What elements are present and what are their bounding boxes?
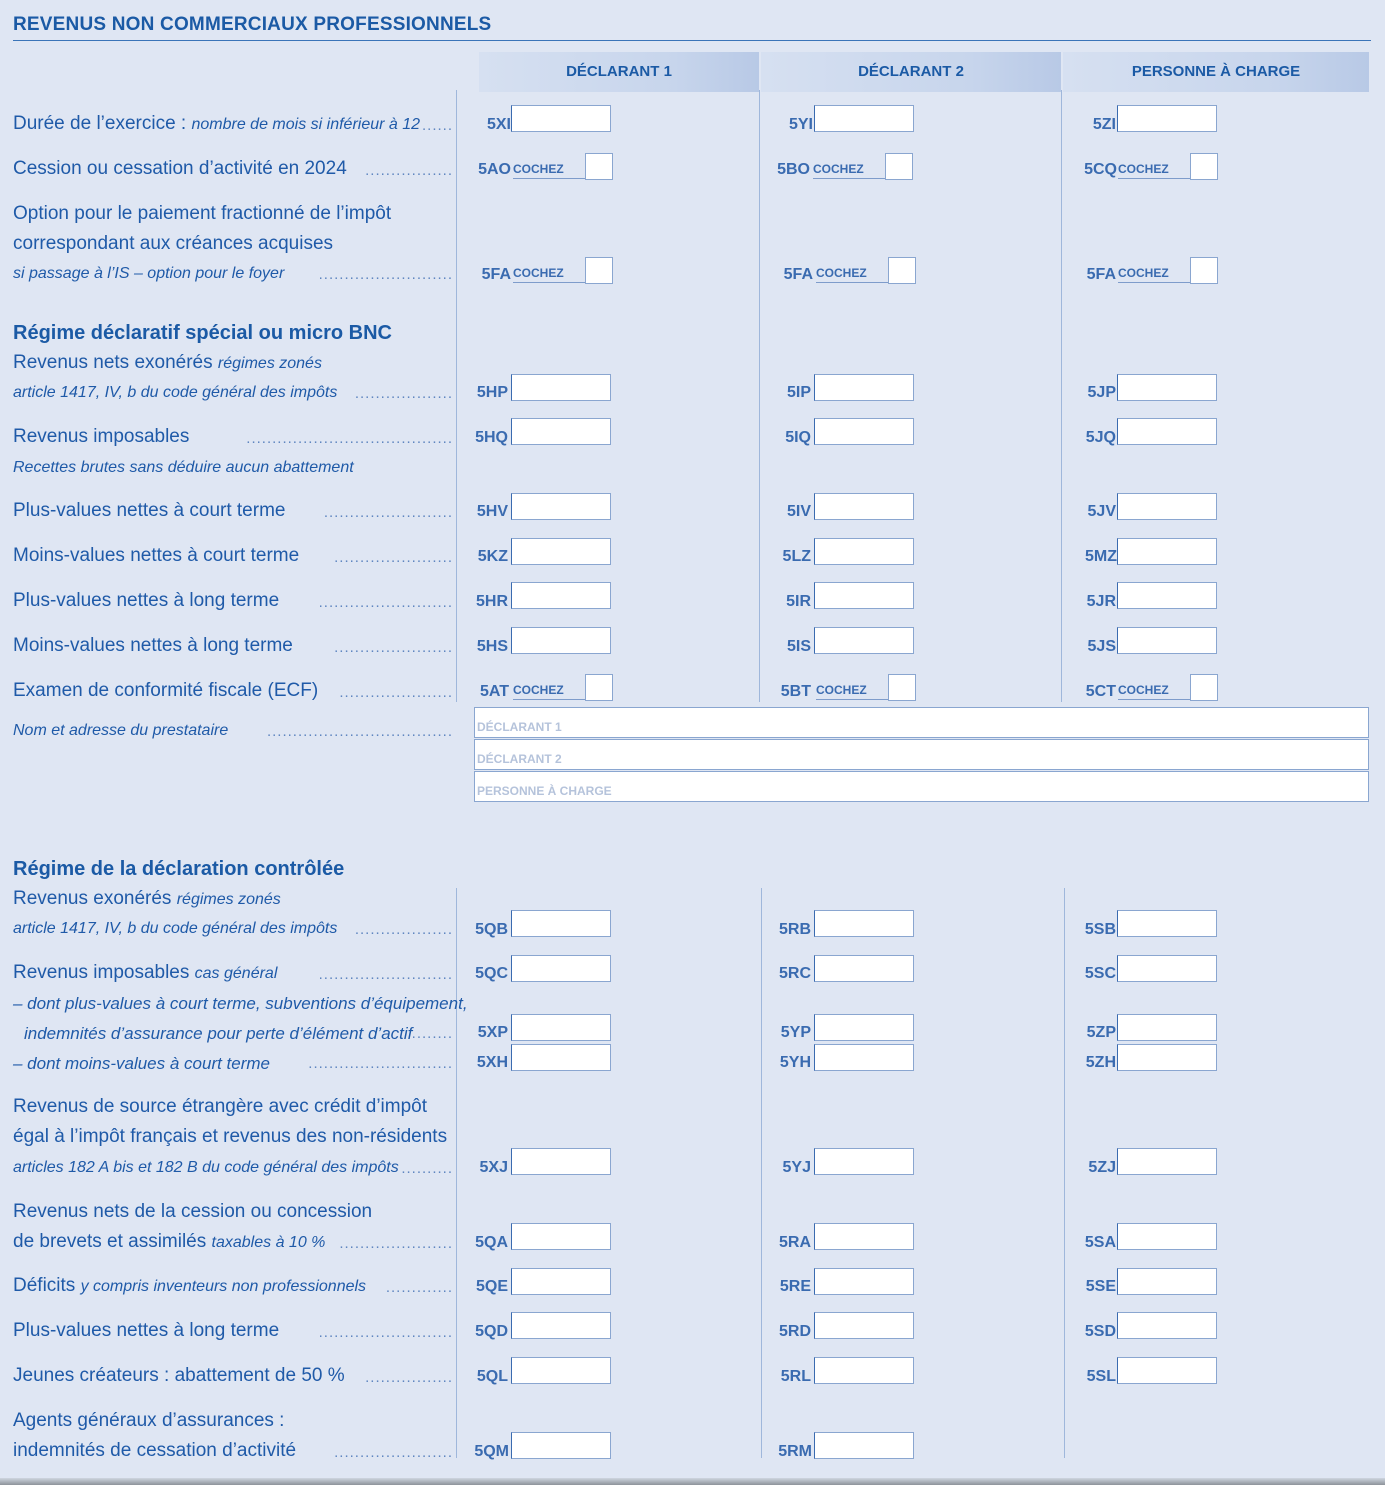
- row-sub-etranger: articles 182 A bis et 182 B du code général des impôts: [13, 1159, 399, 1176]
- row-label-pv-long-terme-2: Plus-values nettes à long terme: [13, 1320, 280, 1341]
- leader-dots: .......................: [334, 549, 453, 566]
- checkbox-5bo[interactable]: [885, 153, 913, 180]
- leader-dots: ..........................: [318, 1324, 453, 1341]
- input-5ql[interactable]: [511, 1357, 611, 1384]
- checkbox-5fa-1[interactable]: [585, 257, 613, 284]
- leader-dots: ..........................: [318, 594, 453, 611]
- field-code: 5IP: [786, 384, 811, 401]
- input-5sa[interactable]: [1117, 1223, 1217, 1250]
- input-5xj[interactable]: [511, 1148, 611, 1175]
- input-5kz[interactable]: [511, 538, 611, 565]
- input-5zp[interactable]: [1117, 1014, 1217, 1041]
- field-code: 5ZI: [1092, 116, 1116, 133]
- section-heading-declaration-controlee: Régime de la déclaration contrôlée: [13, 858, 345, 880]
- input-5rb[interactable]: [814, 910, 914, 937]
- input-5jp[interactable]: [1117, 374, 1217, 401]
- field-code: 5QA: [475, 1234, 508, 1251]
- field-code: 5QL: [476, 1368, 508, 1385]
- input-5zj[interactable]: [1117, 1148, 1217, 1175]
- leader-dots: .......................: [334, 639, 453, 656]
- row-label-agents-line2: indemnités de cessation d’activité: [13, 1440, 297, 1461]
- input-5hr[interactable]: [511, 582, 611, 609]
- field-code: 5SC: [1084, 965, 1116, 982]
- cochez-label: COCHEZ: [513, 266, 585, 283]
- field-code: 5SB: [1084, 921, 1116, 938]
- row-label-pv-long-terme: Plus-values nettes à long terme: [13, 590, 280, 611]
- field-code: 5ZP: [1086, 1024, 1116, 1041]
- field-code: 5JV: [1087, 503, 1116, 520]
- input-5rc[interactable]: [814, 955, 914, 982]
- field-code: 5HR: [475, 593, 508, 610]
- row-label-prestataire: Nom et adresse du prestataire: [13, 722, 229, 739]
- field-code: 5YI: [788, 116, 813, 133]
- leader-dots: .............: [385, 1279, 453, 1296]
- input-5hp[interactable]: [511, 374, 611, 401]
- leader-dots: ..........................: [318, 266, 453, 283]
- row-label-dont-pv-line1: – dont plus-values à court terme, subventions d’équipement,: [13, 994, 468, 1013]
- field-code: 5QB: [475, 921, 508, 938]
- leader-dots: ...................: [354, 921, 453, 938]
- column-header-declarant-1: DÉCLARANT 1: [479, 52, 759, 92]
- field-code: 5IS: [786, 638, 811, 655]
- field-code: 5HV: [476, 503, 508, 520]
- field-code: 5SE: [1085, 1278, 1116, 1295]
- input-5qc[interactable]: [511, 955, 611, 982]
- checkbox-5ct[interactable]: [1190, 674, 1218, 701]
- field-code: 5YP: [780, 1024, 811, 1041]
- leader-dots: .................: [365, 162, 453, 179]
- row-label-deficits: Déficits y compris inventeurs non professionnels: [13, 1275, 367, 1296]
- leader-dots: ......................: [339, 1235, 453, 1252]
- field-code: 5JP: [1087, 384, 1116, 401]
- input-5qb[interactable]: [511, 910, 611, 937]
- row-label-etranger-line1: Revenus de source étrangère avec crédit d’impôt: [13, 1096, 428, 1117]
- input-5ra[interactable]: [814, 1223, 914, 1250]
- cochez-label: COCHEZ: [513, 683, 585, 700]
- field-code: 5XH: [476, 1054, 508, 1071]
- field-code: 5BO: [777, 161, 810, 178]
- cochez-label: COCHEZ: [816, 266, 888, 283]
- leader-dots: ..........................: [318, 966, 453, 983]
- input-5se[interactable]: [1117, 1268, 1217, 1295]
- field-code: 5ZJ: [1088, 1159, 1116, 1176]
- cochez-label: COCHEZ: [1118, 266, 1190, 283]
- input-5qa[interactable]: [511, 1223, 611, 1250]
- field-code: 5JQ: [1085, 429, 1116, 446]
- row-label-dont-pv-line2: indemnités d’assurance pour perte d’élément d’actif: [24, 1024, 413, 1043]
- row-label-etranger-line2: égal à l’impôt français et revenus des non-résidents: [13, 1126, 448, 1147]
- input-5rl[interactable]: [814, 1357, 914, 1384]
- prestataire-field-personne-a-charge[interactable]: PERSONNE À CHARGE: [474, 771, 1369, 802]
- leader-dots: ......................: [339, 684, 453, 701]
- column-divider: [1064, 888, 1065, 1458]
- leader-dots: .......................: [334, 1444, 453, 1461]
- checkbox-5fa-2[interactable]: [888, 257, 916, 284]
- field-code: 5AO: [478, 161, 511, 178]
- cochez-label: COCHEZ: [513, 162, 585, 179]
- column-header-declarant-2: DÉCLARANT 2: [761, 52, 1061, 92]
- input-5yh[interactable]: [814, 1044, 914, 1071]
- section-title: REVENUS NON COMMERCIAUX PROFESSIONNELS: [13, 14, 492, 35]
- field-code: 5SA: [1084, 1234, 1116, 1251]
- field-code: 5CQ: [1084, 161, 1117, 178]
- input-5hv[interactable]: [511, 493, 611, 520]
- input-5zi[interactable]: [1117, 105, 1217, 132]
- checkbox-5cq[interactable]: [1190, 153, 1218, 180]
- input-5jq[interactable]: [1117, 418, 1217, 445]
- input-5is[interactable]: [814, 627, 914, 654]
- row-label-imposables-2: Revenus imposables cas général: [13, 962, 278, 983]
- input-5re[interactable]: [814, 1268, 914, 1295]
- row-label-brevets-line2: de brevets et assimilés taxables à 10 %: [13, 1231, 326, 1252]
- input-5ir[interactable]: [814, 582, 914, 609]
- input-5rm[interactable]: [814, 1432, 914, 1459]
- row-label-mv-long-terme: Moins-values nettes à long terme: [13, 635, 293, 656]
- row-sub-option: si passage à l’IS – option pour le foyer: [13, 265, 285, 282]
- column-divider: [456, 888, 457, 1458]
- field-code: 5IQ: [785, 429, 811, 446]
- row-label-mv-court-terme: Moins-values nettes à court terme: [13, 545, 300, 566]
- input-5jv[interactable]: [1117, 493, 1217, 520]
- leader-dots: ............................: [308, 1055, 453, 1072]
- field-code: 5FA: [783, 266, 813, 283]
- row-label-imposables-1: Revenus imposables: [13, 426, 190, 447]
- input-5zh[interactable]: [1117, 1044, 1217, 1071]
- column-divider: [1061, 90, 1062, 702]
- row-sub-exoneres-1: article 1417, IV, b du code général des impôts: [13, 384, 338, 401]
- title-rule: [13, 40, 1371, 41]
- page-bottom-edge: [0, 1478, 1385, 1485]
- leader-dots: ....................................: [266, 723, 453, 740]
- input-5yp[interactable]: [814, 1014, 914, 1041]
- input-5yi[interactable]: [814, 105, 914, 132]
- cochez-label: COCHEZ: [813, 162, 885, 179]
- prestataire-field-declarant-1[interactable]: DÉCLARANT 1: [474, 707, 1369, 738]
- leader-dots: ........................................: [246, 430, 453, 447]
- input-5rd[interactable]: [814, 1312, 914, 1339]
- field-code: 5IR: [786, 593, 811, 610]
- row-label-cession: Cession ou cessation d’activité en 2024: [13, 158, 347, 179]
- input-5xh[interactable]: [511, 1044, 611, 1071]
- row-label-option-line1: Option pour le paiement fractionné de l’impôt: [13, 203, 392, 224]
- tax-form-page: [5, 0, 1378, 1485]
- field-code: 5SL: [1086, 1368, 1116, 1385]
- row-label-agents-line1: Agents généraux d’assurances :: [13, 1410, 285, 1431]
- column-header-personne-a-charge: PERSONNE À CHARGE: [1063, 52, 1369, 92]
- field-code: 5FA: [1086, 266, 1116, 283]
- checkbox-5fa-3[interactable]: [1190, 257, 1218, 284]
- field-code: 5SD: [1084, 1323, 1116, 1340]
- leader-dots: ......: [421, 117, 453, 134]
- field-code: 5XI: [486, 116, 511, 133]
- field-code: 5FA: [481, 266, 511, 283]
- field-code: 5AT: [479, 683, 509, 700]
- leader-dots: ...................: [354, 385, 453, 402]
- input-5xp[interactable]: [511, 1014, 611, 1041]
- input-5sd[interactable]: [1117, 1312, 1217, 1339]
- field-code: 5RB: [778, 921, 811, 938]
- row-label-option-line2: correspondant aux créances acquises: [13, 233, 334, 254]
- field-code: 5RL: [780, 1368, 811, 1385]
- row-label-exoneres-1: Revenus nets exonérés régimes zonés: [13, 352, 322, 373]
- input-5ip[interactable]: [814, 374, 914, 401]
- cochez-label: COCHEZ: [1118, 683, 1190, 700]
- column-divider: [759, 90, 760, 702]
- column-divider: [761, 888, 762, 1458]
- field-code: 5JS: [1087, 638, 1116, 655]
- field-code: 5RM: [778, 1443, 812, 1460]
- input-5sl[interactable]: [1117, 1357, 1217, 1384]
- field-code: 5HQ: [475, 429, 508, 446]
- input-5qm[interactable]: [511, 1432, 611, 1459]
- row-sub-exoneres-2: article 1417, IV, b du code général des impôts: [13, 920, 338, 937]
- row-label-pv-court-terme: Plus-values nettes à court terme: [13, 500, 286, 521]
- cochez-label: COCHEZ: [1118, 162, 1190, 179]
- field-code: 5QM: [474, 1443, 509, 1460]
- input-5sc[interactable]: [1117, 955, 1217, 982]
- checkbox-5at[interactable]: [585, 674, 613, 701]
- leader-dots: ..........: [401, 1160, 453, 1177]
- field-code: 5XJ: [479, 1159, 508, 1176]
- row-label-duree: Durée de l’exercice : nombre de mois si inférieur à 12: [13, 113, 421, 134]
- input-5jr[interactable]: [1117, 582, 1217, 609]
- input-5iv[interactable]: [814, 493, 914, 520]
- field-code: 5XP: [477, 1024, 508, 1041]
- row-label-ecf: Examen de conformité fiscale (ECF): [13, 680, 319, 701]
- field-code: 5HP: [476, 384, 508, 401]
- cochez-label: COCHEZ: [816, 683, 888, 700]
- row-label-dont-mv: – dont moins-values à court terme: [13, 1054, 271, 1073]
- leader-dots: .........................: [323, 504, 453, 521]
- field-code: 5JR: [1086, 593, 1116, 610]
- input-5xi[interactable]: [511, 105, 611, 132]
- leader-dots: ........: [411, 1025, 453, 1042]
- input-5yj[interactable]: [814, 1148, 914, 1175]
- input-5js[interactable]: [1117, 627, 1217, 654]
- input-5mz[interactable]: [1117, 538, 1217, 565]
- input-5qd[interactable]: [511, 1312, 611, 1339]
- column-divider: [456, 90, 457, 702]
- input-5iq[interactable]: [814, 418, 914, 445]
- row-sub-imposables-1: Recettes brutes sans déduire aucun abattement: [13, 459, 354, 476]
- prestataire-field-declarant-2[interactable]: DÉCLARANT 2: [474, 739, 1369, 770]
- field-code: 5HS: [476, 638, 508, 655]
- field-code: 5QE: [475, 1278, 508, 1295]
- row-label-exoneres-2: Revenus exonérés régimes zonés: [13, 888, 281, 909]
- field-code: 5QD: [475, 1323, 508, 1340]
- field-code: 5KZ: [477, 548, 508, 565]
- field-code: 5MZ: [1085, 548, 1117, 565]
- field-code: 5QC: [475, 965, 508, 982]
- field-code: 5LZ: [782, 548, 811, 565]
- field-code: 5RC: [778, 965, 811, 982]
- input-5lz[interactable]: [814, 538, 914, 565]
- field-code: 5RD: [778, 1323, 811, 1340]
- input-5sb[interactable]: [1117, 910, 1217, 937]
- field-code: 5RE: [779, 1278, 811, 1295]
- field-code: 5YJ: [782, 1159, 811, 1176]
- field-code: 5IV: [786, 503, 811, 520]
- row-label-brevets-line1: Revenus nets de la cession ou concession: [13, 1201, 373, 1222]
- row-label-jeunes-createurs: Jeunes créateurs : abattement de 50 %: [13, 1365, 345, 1386]
- field-code: 5YH: [779, 1054, 811, 1071]
- input-5qe[interactable]: [511, 1268, 611, 1295]
- section-heading-micro-bnc: Régime déclaratif spécial ou micro BNC: [13, 322, 393, 344]
- field-code: 5RA: [778, 1234, 811, 1251]
- field-code: 5CT: [1085, 683, 1116, 700]
- input-5hs[interactable]: [511, 627, 611, 654]
- input-5hq[interactable]: [511, 418, 611, 445]
- field-code: 5ZH: [1085, 1054, 1116, 1071]
- checkbox-5bt[interactable]: [888, 674, 916, 701]
- checkbox-5ao[interactable]: [585, 153, 613, 180]
- field-code: 5BT: [780, 683, 811, 700]
- leader-dots: .................: [365, 1369, 453, 1386]
